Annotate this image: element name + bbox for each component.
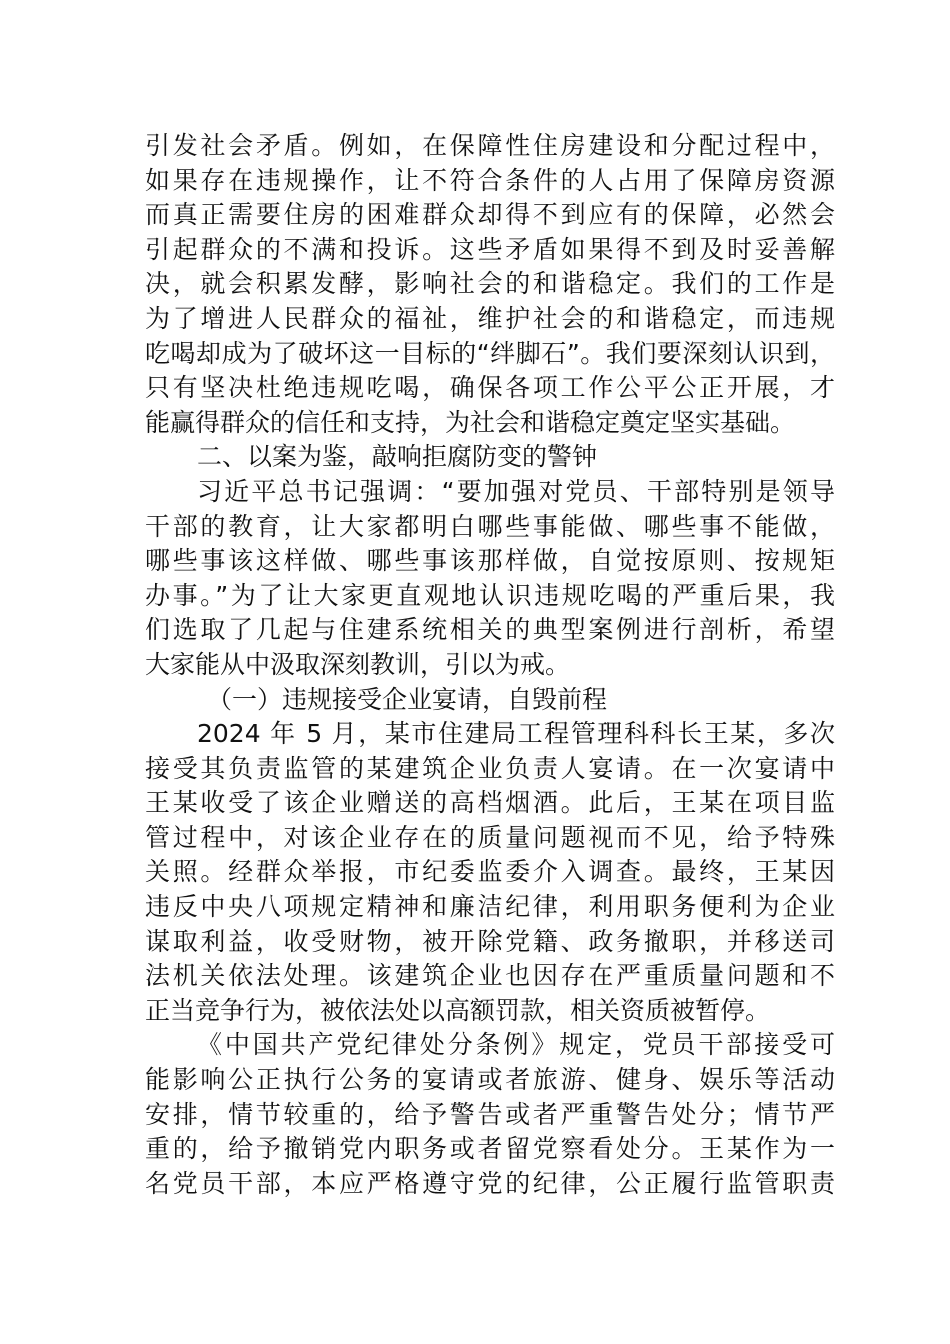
section-heading: 二、以案为鉴，敲响拒腐防变的警钟 xyxy=(197,442,598,472)
body-line: 安排，情节较重的，给予警告或者严重警告处分；情节严 xyxy=(145,1099,835,1129)
paragraph-first-line: 《中国共产党纪律处分条例》规定，党员干部接受可 xyxy=(197,1030,835,1060)
body-line: 如果存在违规操作，让不符合条件的人占用了保障房资源 xyxy=(145,165,835,195)
body-line: 引起群众的不满和投诉。这些矛盾如果得不到及时妥善解 xyxy=(145,234,835,264)
body-line: 而真正需要住房的困难群众却得不到应有的保障，必然会 xyxy=(145,200,835,230)
document-page xyxy=(145,129,835,1201)
body-line: 只有坚决杜绝违规吃喝，确保各项工作公平公正开展，才 xyxy=(145,373,835,403)
paragraph-end-line: 大家能从中汲取深刻教训，引以为戒。 xyxy=(145,649,571,679)
paragraph-first-line: 习近平总书记强调：“要加强对党员、干部特别是领导 xyxy=(197,476,835,506)
paragraph-first-line: 2024 年 5 月，某市住建局工程管理科科长王某，多次 xyxy=(197,719,835,749)
body-line: 重的，给予撤销党内职务或者留党察看处分。王某作为一 xyxy=(145,1134,835,1164)
body-line: 能影响公正执行公务的宴请或者旅游、健身、娱乐等活动 xyxy=(145,1065,835,1095)
body-line: 谋取利益，收受财物，被开除党籍、政务撤职，并移送司 xyxy=(145,926,835,956)
body-line: 管过程中，对该企业存在的质量问题视而不见，给予特殊 xyxy=(145,822,835,852)
paragraph-end-line: 正当竞争行为，被依法处以高额罚款，相关资质被暂停。 xyxy=(145,995,771,1025)
body-line: 吃喝却成为了破坏这一目标的“绊脚石”。我们要深刻认识到， xyxy=(145,338,835,368)
body-line: 办事。”为了让大家更直观地认识违规吃喝的严重后果，我 xyxy=(145,580,835,610)
body-line: 违反中央八项规定精神和廉洁纪律，利用职务便利为企业 xyxy=(145,892,835,922)
body-line: 引发社会矛盾。例如，在保障性住房建设和分配过程中， xyxy=(145,131,835,160)
body-line: 关照。经群众举报，市纪委监委介入调查。最终，王某因 xyxy=(145,857,835,887)
body-line: 干部的教育，让大家都明白哪些事能做、哪些事不能做， xyxy=(145,511,835,541)
body-line: 决，就会积累发酵，影响社会的和谐稳定。我们的工作是 xyxy=(145,269,835,299)
body-line: 接受其负责监管的某建筑企业负责人宴请。在一次宴请中 xyxy=(145,753,835,783)
body-line: 王某收受了该企业赠送的高档烟酒。此后，王某在项目监 xyxy=(145,788,835,818)
subsection-heading: （一）违规接受企业宴请，自毁前程 xyxy=(207,684,608,714)
body-line: 哪些事该这样做、哪些事该那样做，自觉按原则、按规矩 xyxy=(145,546,835,576)
body-line: 们选取了几起与住建系统相关的典型案例进行剖析，希望 xyxy=(145,615,835,645)
paragraph-end-line: 能赢得群众的信任和支持，为社会和谐稳定奠定坚实基础。 xyxy=(145,407,796,437)
body-line: 为了增进人民群众的福祉，维护社会的和谐稳定，而违规 xyxy=(145,303,835,333)
body-line: 法机关依法处理。该建筑企业也因存在严重质量问题和不 xyxy=(145,961,835,991)
body-line: 名党员干部，本应严格遵守党的纪律，公正履行监管职责 xyxy=(145,1168,835,1198)
